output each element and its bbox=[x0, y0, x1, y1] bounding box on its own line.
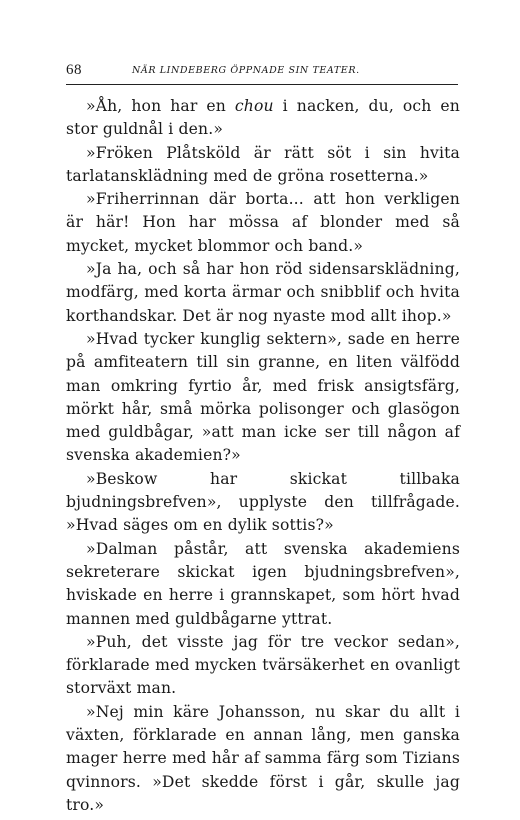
paragraph: »Nej min käre Johansson, nu skar du allt i växten, förklarade en annan lång, men ganska mager herre med hår af samma färg som Tizians qvinnors. »Det skedde först i går, skulle jag tro.» bbox=[66, 702, 460, 814]
running-title: NÄR LINDEBERG ÖPPNADE SIN TEATER. bbox=[132, 65, 360, 76]
paragraph: »Puh, det visste jag för tre veckor sedan», förklarade med mycken tvärsäkerhet en ovanligt storväxt man. bbox=[66, 632, 460, 698]
paragraph: »Beskow har skickat tillbaka bjudningsbrefven», upplyste den tillfrågade. »Hvad säges om en dylik sottis?» bbox=[66, 469, 460, 535]
page-number: 68 bbox=[66, 62, 82, 78]
paragraph: »Dalman påstår, att svenska akademiens sekreterare skickat igen bjudningsbrefven», hviskade en herre i grannskapet, som hört hvad mannen med guldbågarne yttrat. bbox=[66, 539, 460, 628]
paragraph: »Hvad tycker kunglig sektern», sade en herre på amfiteatern till sin granne, en liten välfödd man omkring fyrtio år, med frisk ansigtsfärg, mörkt hår, små mörka polisonger och glasögon med guldbågar, »att man icke ser till någon af svenska akademien?» bbox=[66, 329, 460, 465]
header-rule bbox=[66, 84, 458, 85]
italic-word: chou bbox=[234, 97, 274, 115]
page-header bbox=[66, 62, 458, 84]
paragraph: »Friherrinnan där borta... att hon verkligen är här! Hon har mössa af blonder med så mycket, mycket blommor och band.» bbox=[66, 190, 460, 255]
paragraph: »Ja ha, och så har hon röd sidensarsklädning, modfärg, med korta ärmar och snibblif och hvita korthandskar. Det är nog nyaste mod allt ihop.» bbox=[66, 260, 460, 325]
paragraph: »Fröken Plåtsköld är rätt söt i sin hvita tarlatansklädning med de gröna rosetterna.» bbox=[66, 143, 460, 185]
body-text bbox=[66, 95, 460, 817]
paragraph: »Åh, hon har en chou i nacken, du, och en stor guldnål i den.» bbox=[66, 97, 460, 139]
